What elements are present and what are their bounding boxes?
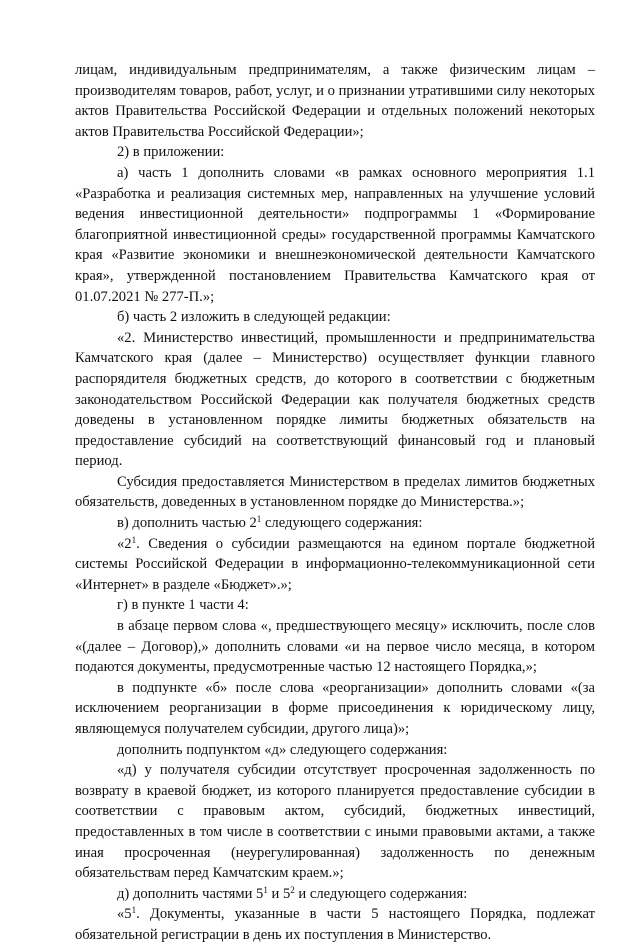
paragraph-item-b: б) часть 2 изложить в следующей редакции: <box>117 309 391 326</box>
paragraph-part-2: «2. Министерство инвестиций, промышленности и предпринимательства Камчатского края (далее – Министерство) осуществляет функции главного распорядителя бюджетных средств, до которого в соответствии с бюджетным законодательством Российской Федерации как получателя бюджетных средств доведены в установленном порядке лимиты бюджетных обязательств на предоставление субсидий на соответствующий финансовый год и плановый период. <box>75 329 595 470</box>
paragraph-add-subpoint-d: дополнить подпунктом «д» следующего содержания: <box>117 741 448 758</box>
superscript-index: 1 <box>263 884 268 895</box>
paragraph-item-a: а) часть 1 дополнить словами «в рамках основного мероприятия 1.1 «Разработка и реализация системных мер, направленных на улучшение условий ведения инвестиционной деятельности» подпрограммы 1 «Формирование благоприятной инвестиционной среды» государственной программы Камчатского края «Развитие экономики и внешнеэкономической деятельности Камчатского края», утвержденной постановлением Правительства Камчатского края от 01.07.2021 № 277-П.»; <box>75 164 595 305</box>
superscript-index: 2 <box>290 884 295 895</box>
paragraph-item-v: в) дополнить частью $2^1$ следующего содержания: <box>117 514 423 532</box>
document-body <box>75 60 595 946</box>
paragraph-item-g: г) в пункте 1 части 4: <box>117 597 249 614</box>
paragraph-item-d: д) дополнить частями $5^1$ и $5^2$ и следующего содержания: <box>117 884 468 902</box>
paragraph-subpoint-d-text: «д) у получателя субсидии отсутствует просроченная задолженность по возврату в краевой бюджет, из которого планируется предоставление субсидии в соответствии с правовым актом, субсидий, бюджетных инвестиций, предоставленных в том числе в соответствии с иными правовыми актами, а также иная просроченная (неурегулированная) задолженность по денежным обязательствам перед Камчатским краем.»; <box>75 762 595 882</box>
paragraph-part-5-1: «$5^1$. Документы, указанные в части 5 настоящего Порядка, подлежат обязательной регистрации в день их поступления в Министерство. <box>75 905 595 943</box>
superscript-index: 1 <box>131 534 137 545</box>
superscript-index: 1 <box>131 905 137 916</box>
paragraph-subpoint-b: в подпункте «б» после слова «реорганизации» дополнить словами «(за исключением реорганизации в форме присоединения к юридическому лицу, являющемуся получателем субсидии, другого лица)»; <box>75 679 595 737</box>
paragraph-first-abzac: в абзаце первом слова «, предшествующего месяцу» исключить, после слов «(далее – Договор),» дополнить словами «и на первое число месяца, в котором подаются документы, предусмотренные частью 12 настоящего Порядка,»; <box>75 618 595 676</box>
superscript-index: 1 <box>256 514 262 525</box>
paragraph-item-2: 2) в приложении: <box>117 144 225 161</box>
paragraph-subsidy: Субсидия предоставляется Министерством в пределах лимитов бюджетных обязательств, доведенных в установленном порядке до Министерства.»; <box>75 473 595 511</box>
paragraph-intro: лицам, индивидуальным предпринимателям, а также физическим лицам – производителям товаров, работ, услуг, и о признании утратившими силу некоторых актов Правительства Российской Федерации и отдельных положений некоторых актов Правительства Российской Федерации»; <box>75 62 595 140</box>
paragraph-part-2-1: «$2^1$. Сведения о субсидии размещаются на едином портале бюджетной системы Российской Федерации в информационно-телекоммуникационной сети «Интернет» в разделе «Бюджет».»; <box>75 534 595 593</box>
